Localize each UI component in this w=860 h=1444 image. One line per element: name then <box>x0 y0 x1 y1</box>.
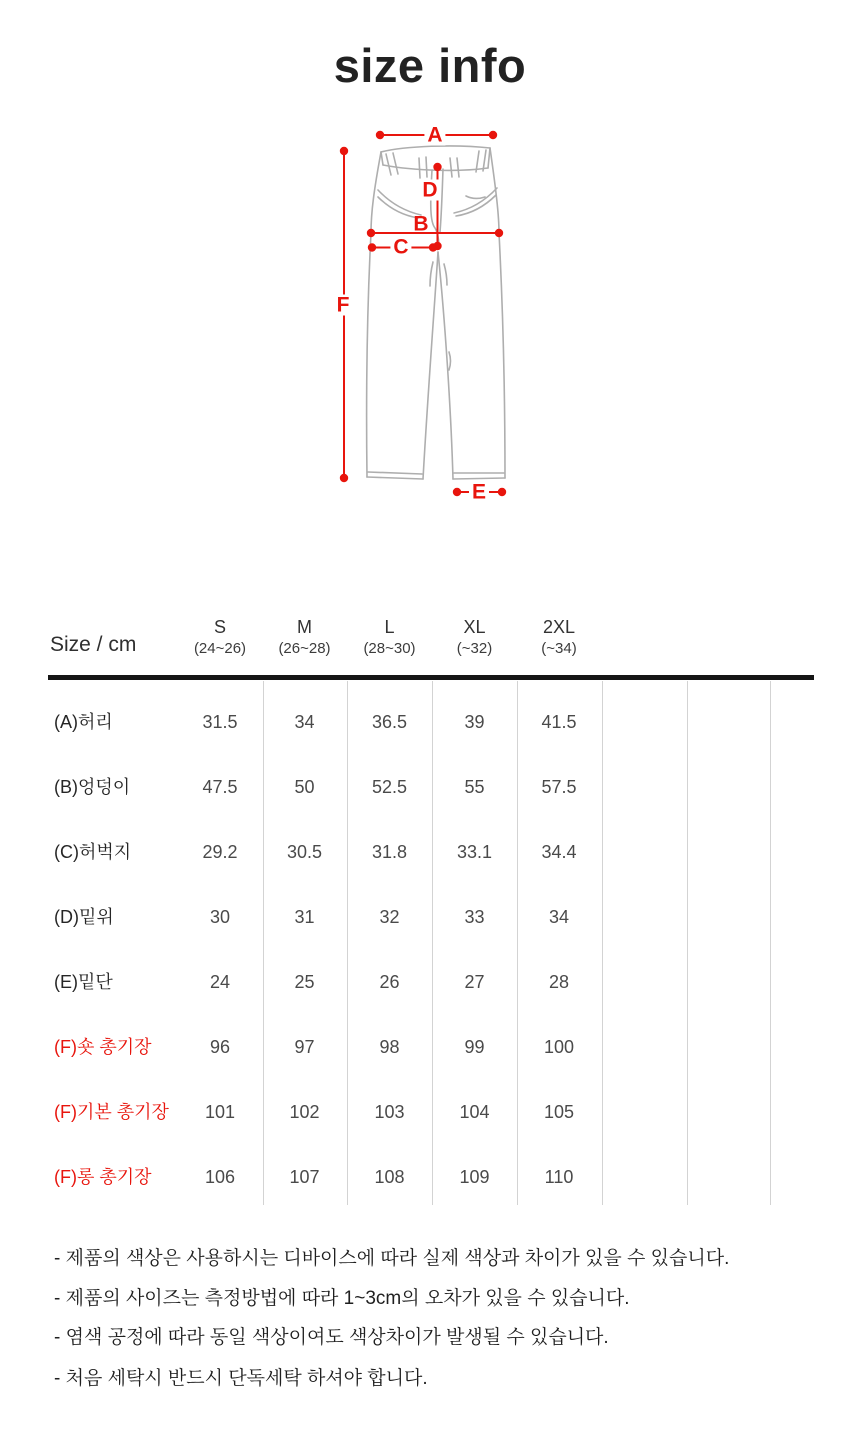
table-row <box>48 836 814 868</box>
cell-value: 100 <box>543 1037 575 1057</box>
note-line: - 제품의 색상은 사용하시는 디바이스에 따라 실제 색상과 차이가 있을 수 있습니다. <box>54 1248 730 1269</box>
row-label: (F)숏 총기장 <box>54 1037 152 1057</box>
cell-value: 29.2 <box>202 842 238 862</box>
cell-value: 57.5 <box>541 777 577 797</box>
cell-value: 33.1 <box>456 842 493 862</box>
cell-value: 30.5 <box>286 842 323 862</box>
row-label: (F)기본 총기장 <box>54 1102 169 1122</box>
cell-value: 97 <box>294 1037 315 1057</box>
measure-label-c: C <box>390 237 411 258</box>
measure-label-e: E <box>469 482 489 503</box>
cell-value: 41.5 <box>541 712 577 732</box>
row-label: (D)밑위 <box>54 907 114 927</box>
cell-value: 98 <box>379 1037 400 1057</box>
column-header <box>257 616 353 659</box>
measure-label-f: F <box>334 295 353 316</box>
cell-value: 107 <box>289 1167 320 1187</box>
note-line: - 처음 세탁시 반드시 단독세탁 하셔야 합니다. <box>54 1368 428 1389</box>
cell-value: 31 <box>294 907 315 927</box>
cell-value: 47.5 <box>202 777 238 797</box>
cell-value: 39 <box>464 712 485 732</box>
row-label: (A)허리 <box>54 712 113 732</box>
column-size-range: (24~26) <box>193 640 247 657</box>
cell-value: 30 <box>209 907 231 927</box>
cell-value: 105 <box>543 1102 575 1122</box>
cell-value: 24 <box>209 972 231 992</box>
row-label: (C)허벅지 <box>54 842 132 862</box>
pants-diagram <box>320 110 560 510</box>
column-size-name: S <box>213 617 226 637</box>
measure-label-d: D <box>419 180 440 201</box>
cell-value: 33 <box>464 907 485 927</box>
cell-value: 52.5 <box>371 777 408 797</box>
cell-value: 36.5 <box>371 712 408 732</box>
cell-value: 34 <box>294 712 315 732</box>
cell-value: 109 <box>459 1167 490 1187</box>
size-table <box>48 612 814 1222</box>
table-corner-label: Size / cm <box>50 633 137 656</box>
table-row <box>48 771 814 803</box>
row-label: (F)롱 총기장 <box>54 1167 152 1187</box>
page-title: size info <box>333 39 527 92</box>
table-header-rule <box>48 675 814 680</box>
column-size-name: M <box>297 617 312 637</box>
cell-value: 55 <box>464 777 485 797</box>
row-label: (E)밑단 <box>54 972 113 992</box>
column-size-name: XL <box>463 617 486 637</box>
cell-value: 110 <box>544 1167 574 1187</box>
column-header <box>511 616 607 659</box>
column-size-name: L <box>384 617 395 637</box>
column-header <box>427 616 523 659</box>
column-header <box>342 616 438 659</box>
cell-value: 34 <box>548 907 570 927</box>
cell-value: 34.4 <box>541 842 577 862</box>
column-size-range: (28~30) <box>363 640 416 657</box>
cell-value: 104 <box>459 1102 490 1122</box>
measure-label-b: B <box>413 212 429 236</box>
cell-value: 99 <box>464 1037 485 1057</box>
cell-value: 103 <box>374 1102 405 1122</box>
cell-value: 101 <box>204 1102 236 1122</box>
note-line: - 염색 공정에 따라 동일 색상이여도 색상차이가 발생될 수 있습니다. <box>54 1327 609 1348</box>
cell-value: 32 <box>379 907 400 927</box>
note-line: - 제품의 사이즈는 측정방법에 따라 1~3cm의 오차가 있을 수 있습니다. <box>54 1288 630 1309</box>
cell-value: 106 <box>204 1167 236 1187</box>
column-size-range: (~32) <box>456 640 493 657</box>
column-header <box>172 616 268 659</box>
cell-value: 31.8 <box>371 842 408 862</box>
cell-value: 31.5 <box>202 712 238 732</box>
column-size-name: 2XL <box>542 617 576 637</box>
cell-value: 28 <box>548 972 570 992</box>
table-row <box>48 901 814 933</box>
cell-value: 96 <box>209 1037 231 1057</box>
column-size-range: (26~28) <box>278 640 331 657</box>
cell-value: 27 <box>464 972 485 992</box>
table-row <box>48 1161 814 1193</box>
table-row <box>48 966 814 998</box>
cell-value: 108 <box>374 1167 405 1187</box>
cell-value: 102 <box>289 1102 320 1122</box>
cell-value: 25 <box>294 972 315 992</box>
row-label: (B)엉덩이 <box>54 777 131 797</box>
table-row <box>48 706 814 738</box>
table-row <box>48 1096 814 1128</box>
cell-value: 50 <box>294 777 315 797</box>
table-row <box>48 1031 814 1063</box>
measure-label-a: A <box>424 125 445 146</box>
column-size-range: (~34) <box>541 640 577 657</box>
cell-value: 26 <box>379 972 400 992</box>
